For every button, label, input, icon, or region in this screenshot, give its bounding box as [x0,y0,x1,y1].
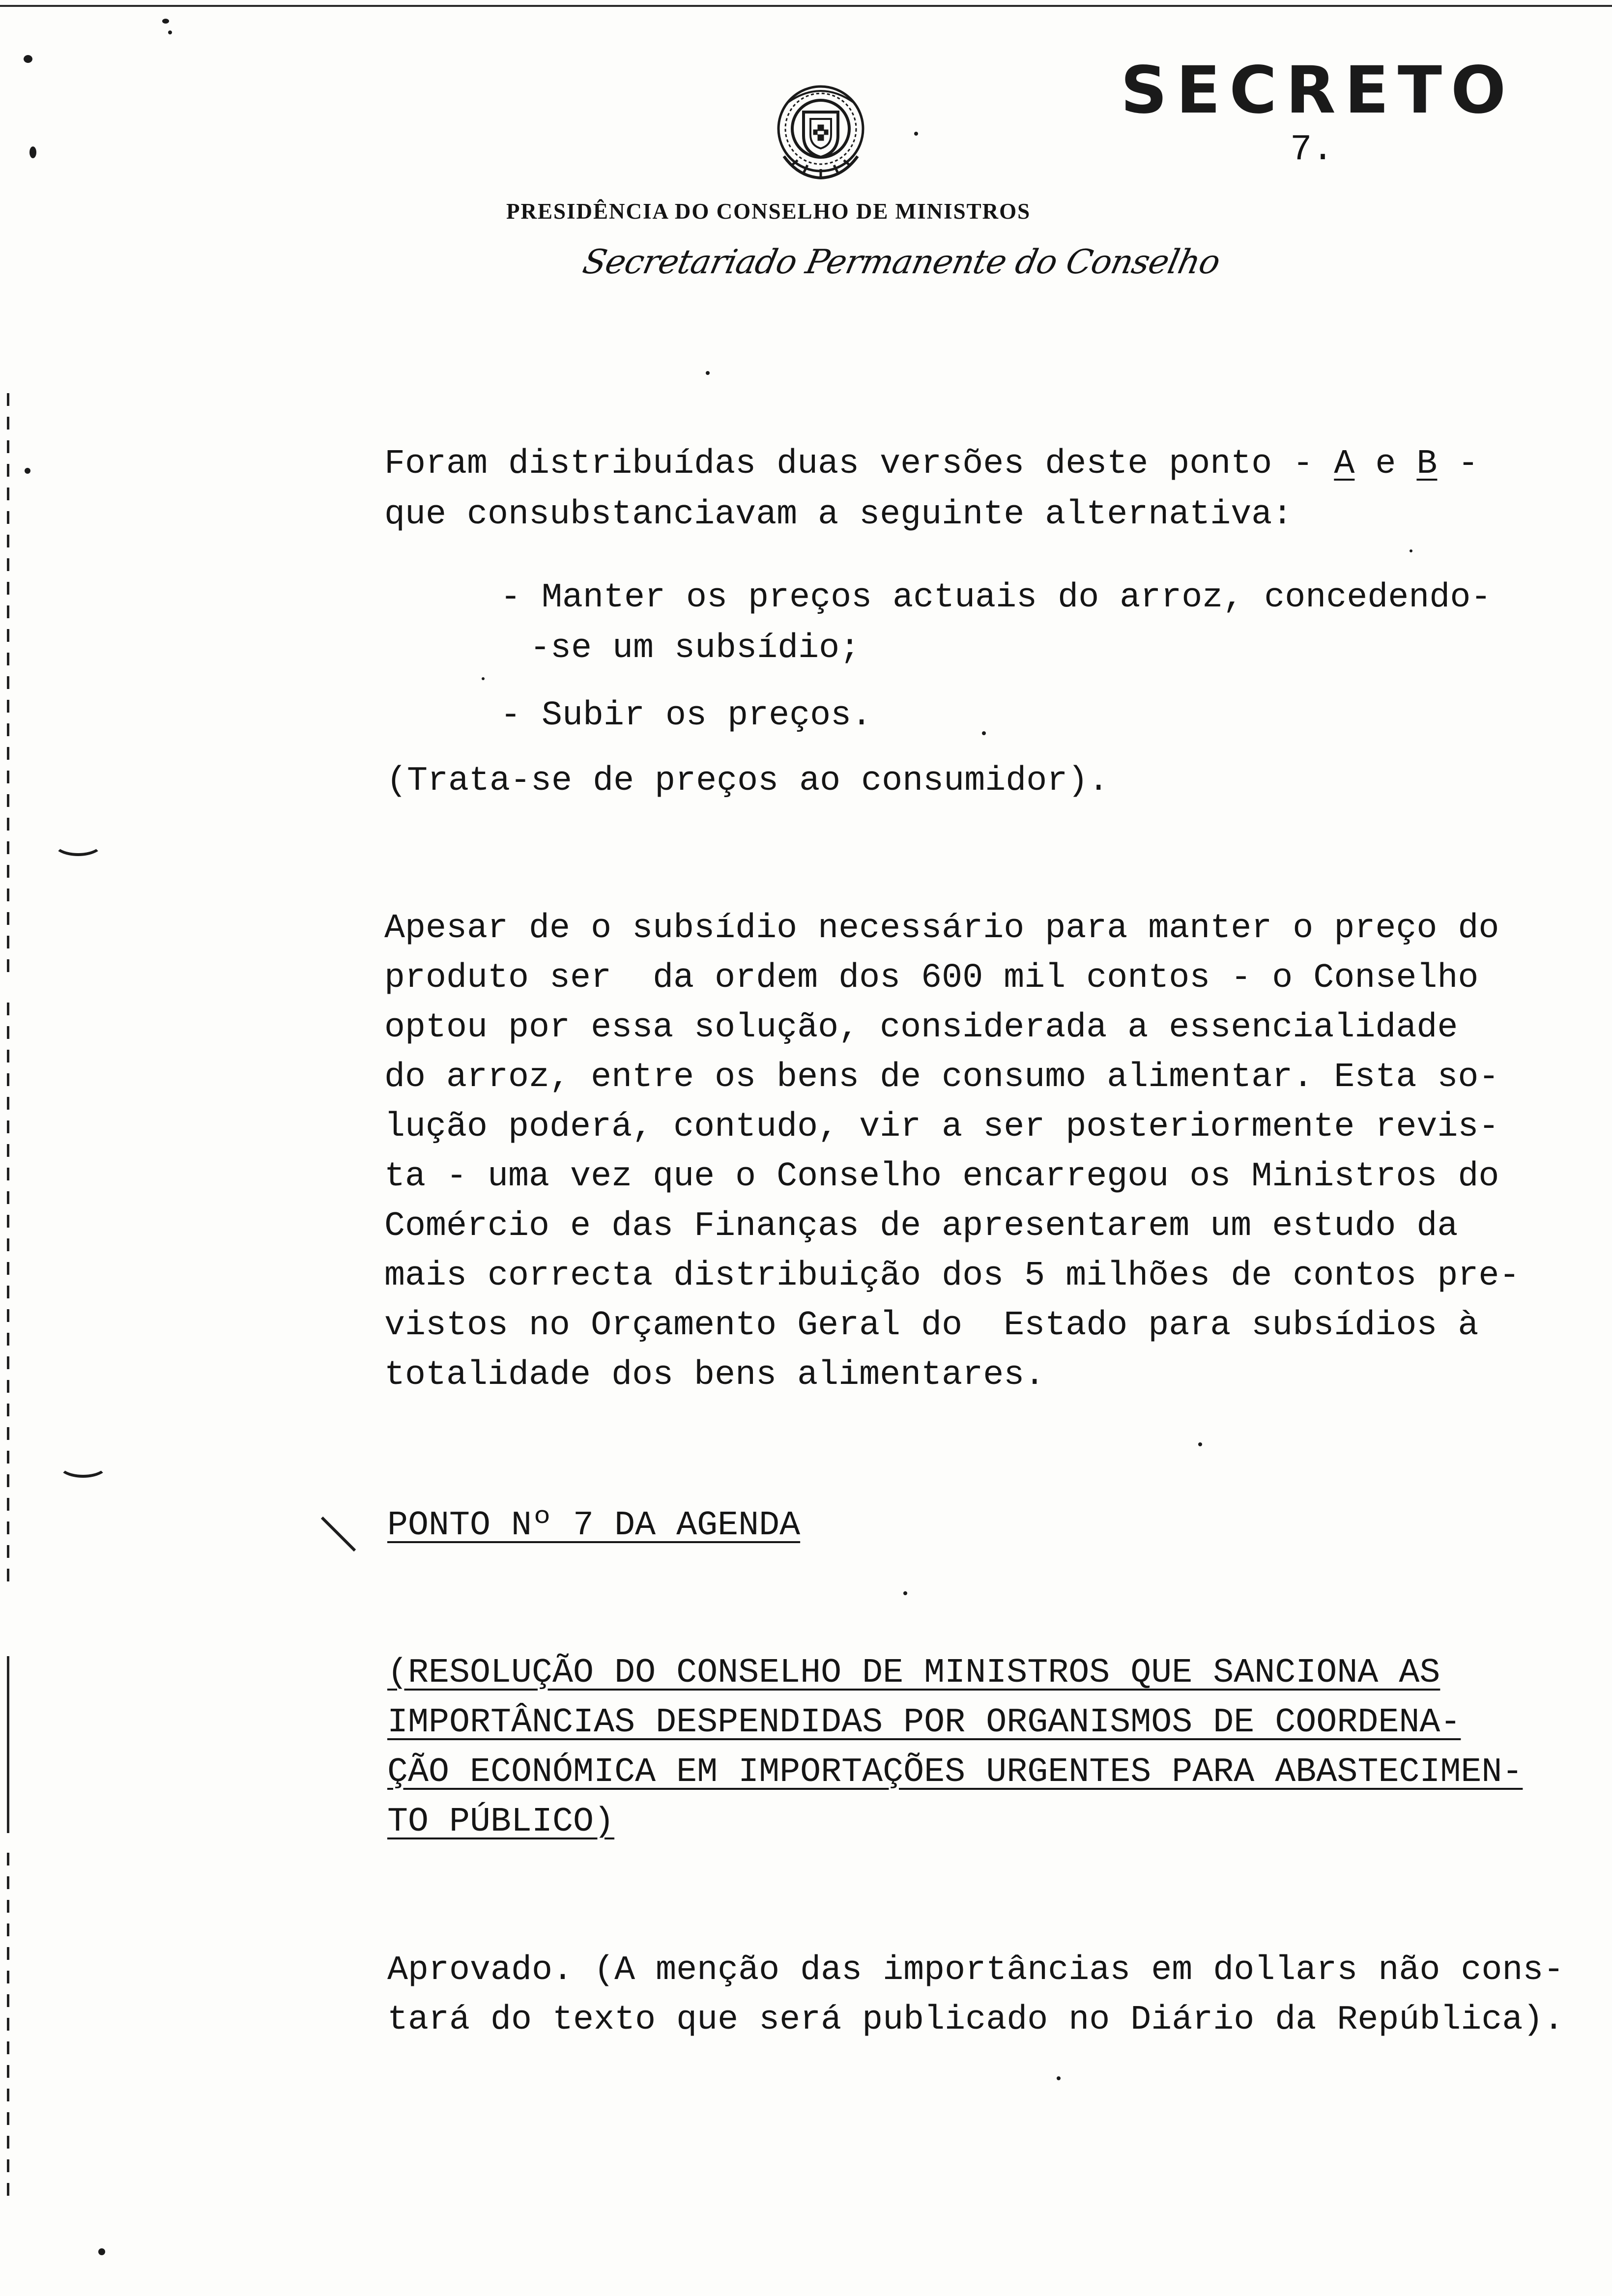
paragraph-line: Comércio e das Finanças de apresentarem um estudo da [384,1207,1458,1246]
agenda-item-heading: PONTO Nº 7 DA AGENDA [387,1506,801,1545]
option-1-line-2: -se um subsídio; [530,629,861,668]
scan-speck [168,30,172,34]
paragraph-line: lução poderá, contudo, vir a ser posteriormente revis- [384,1108,1499,1147]
intro-line-2: que consubstanciavam a seguinte alternativa: [384,495,1293,534]
scan-speck [1198,1442,1202,1446]
classification-stamp: SECRETO [1121,53,1515,128]
decision-line: tará do texto que será publicado no Diário da República). [387,2001,1564,2039]
consumer-price-note: (Trata-se de preços ao consumidor). [386,762,1109,801]
margin-tick-mark [321,1517,356,1551]
paragraph-line: Apesar de o subsídio necessário para manter o preço do [384,909,1499,948]
scan-speck [482,677,485,680]
binding-line [7,393,9,983]
margin-mark [58,1452,108,1478]
scan-speck [914,132,918,136]
scan-speck [706,371,710,375]
margin-mark [53,831,103,856]
binding-line [7,1656,9,1833]
agenda-subject-line: IMPORTÂNCIAS DESPENDIDAS POR ORGANISMOS DE COORDENA- [387,1703,1461,1742]
intro-text-middle: e [1354,445,1417,484]
agenda-subject-line: (RESOLUÇÃO DO CONSELHO DE MINISTROS QUE SANCIONA AS [387,1654,1440,1693]
scan-speck [903,1591,907,1595]
scan-speck [162,19,169,24]
coat-of-arms-seal [769,74,872,187]
agenda-subject-line: ÇÃO ECONÓMICA EM IMPORTAÇÕES URGENTES PARA ABASTECIMEN- [387,1753,1523,1792]
scan-speck [982,731,986,735]
intro-text-end: - [1437,445,1479,484]
scan-speck [1410,549,1412,552]
version-b-label: B [1416,445,1438,484]
paragraph-line: ta - uma vez que o Conselho encarregou os Ministros do [384,1157,1499,1196]
header-subtitle: Secretariado Permanente do Conselho [579,243,1224,282]
intro-line-1 [384,447,1478,482]
agenda-subject-line: TO PÚBLICO) [387,1803,615,1841]
paragraph-line: vistos no Orçamento Geral do Estado para subsídios à [384,1306,1479,1345]
page-top-rule [0,5,1612,7]
binding-line [7,1003,9,1582]
decision-line: Aprovado. (A menção das importâncias em dollars não cons- [387,1951,1564,1990]
option-2: - Subir os preços. [500,696,872,735]
version-a-label: A [1334,445,1355,484]
binding-line [7,1853,9,2197]
paragraph-line: do arroz, entre os bens de consumo alimentar. Esta so- [384,1058,1499,1097]
scan-speck [24,55,32,63]
scan-speck [29,146,36,158]
paragraph-line: optou por essa solução, considerada a essencialidade [384,1008,1458,1047]
paragraph-line: mais correcta distribuição dos 5 milhões de contos pre- [384,1257,1520,1295]
header-title: PRESIDÊNCIA DO CONSELHO DE MINISTROS [506,199,1031,224]
scan-speck [25,468,30,474]
option-1-line-1: - Manter os preços actuais do arroz, concedendo- [500,578,1492,617]
paragraph-line: totalidade dos bens alimentares. [384,1356,1045,1395]
paragraph-line: produto ser da ordem dos 600 mil contos - o Conselho [384,959,1479,998]
scan-speck [1057,2076,1061,2080]
page-number: 7. [1290,129,1334,171]
intro-text-start: Foram distribuídas duas versões deste ponto - [384,445,1334,484]
scan-speck [98,2248,105,2255]
